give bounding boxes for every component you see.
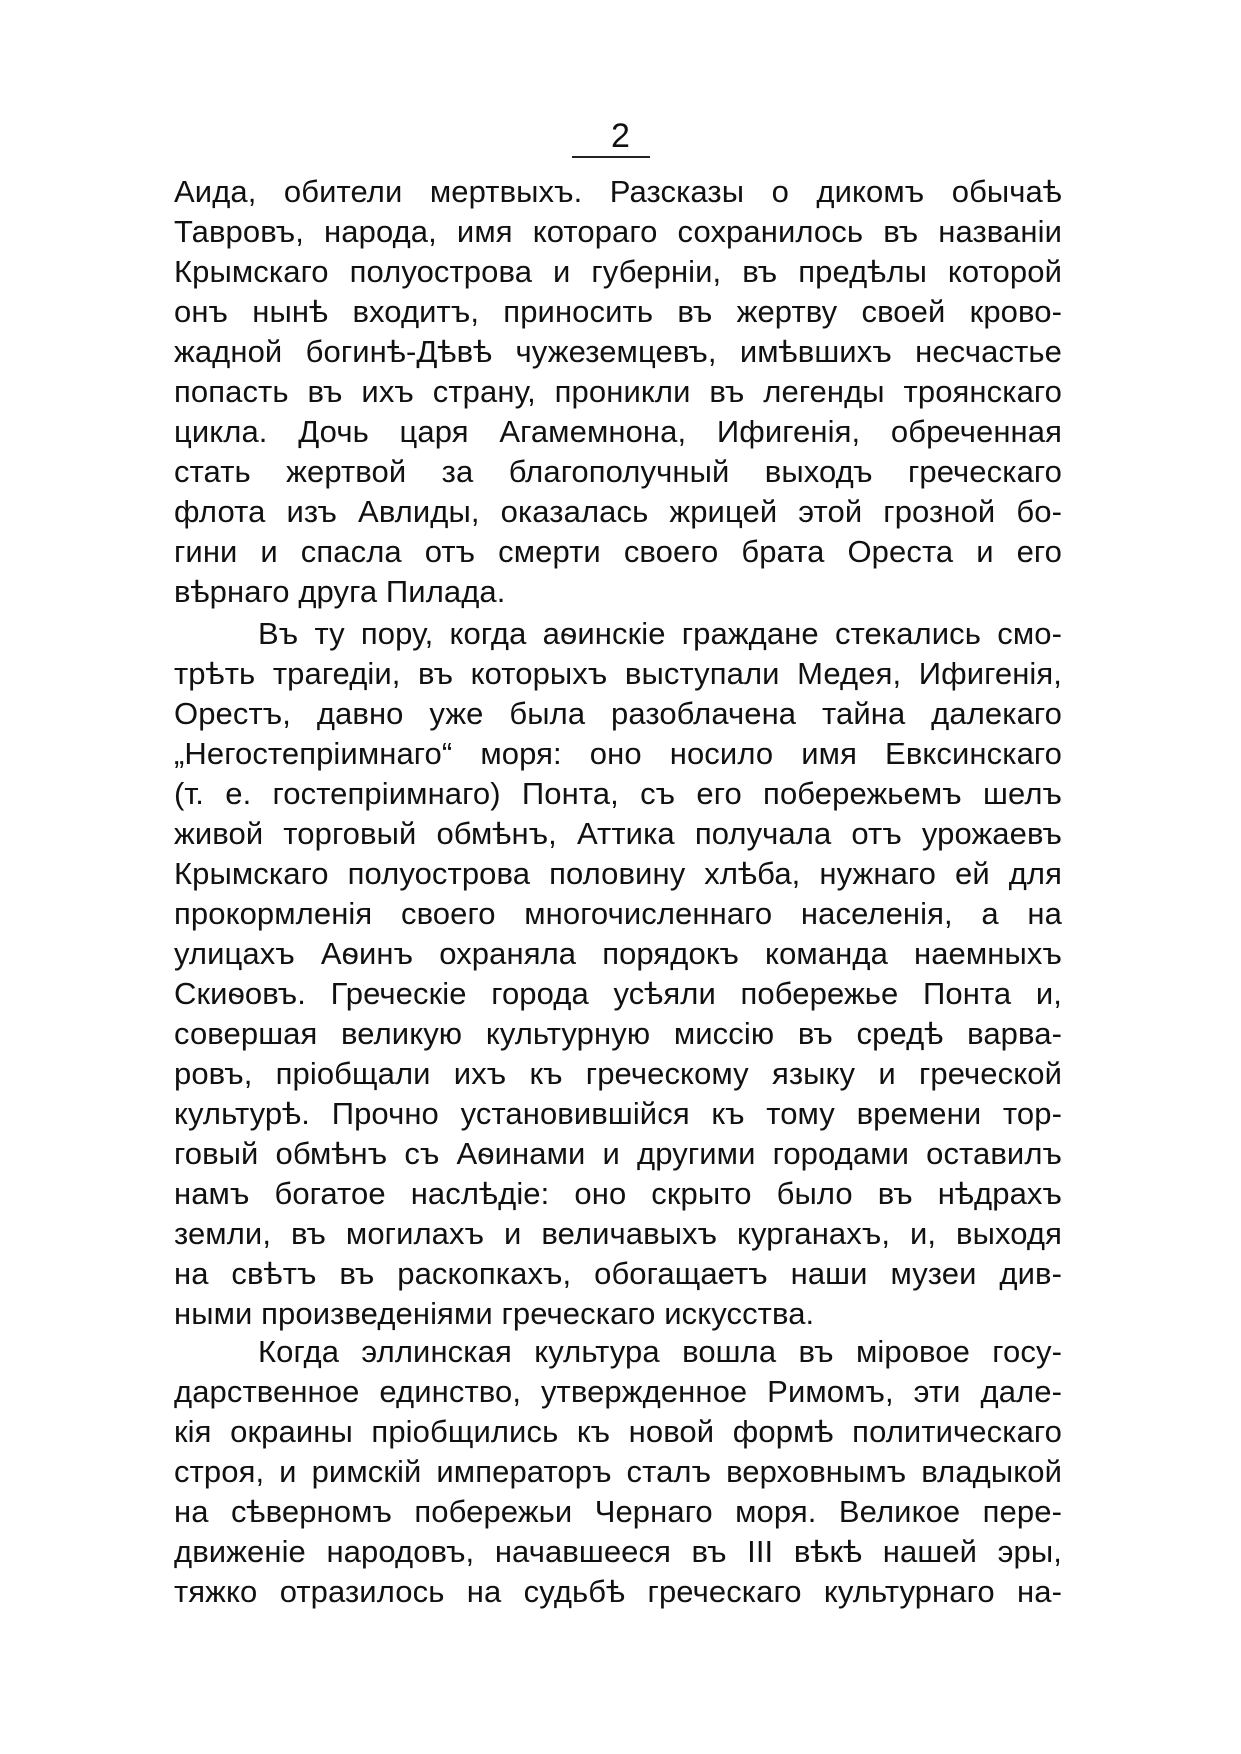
paragraph-1 — [174, 172, 1062, 612]
text-line: живой торговый обмѣнъ, Аттика получала отъ урожаевъ — [174, 816, 1062, 851]
text-line: Тавровъ, народа, имя котораго сохранилось въ названiи — [174, 214, 1062, 249]
text-line: Когда эллинская культура вошла въ мiровое госу- — [258, 1334, 1062, 1369]
text-line: на свѣтъ въ раскопкахъ, обогащаетъ наши музеи див- — [174, 1256, 1062, 1291]
text-line: культурѣ. Прочно установившiйся къ тому времени тор- — [174, 1096, 1062, 1131]
text-line: трѣть трагедiи, въ которыхъ выступали Медея, Ифигенiя, — [174, 656, 1062, 691]
text-line: вѣрнаго друга Пилада. — [174, 574, 506, 609]
text-line: жадной богинѣ-Дѣвѣ чужеземцевъ, имѣвшихъ несчастье — [174, 334, 1062, 369]
text-line: земли, въ могилахъ и величавыхъ курганахъ, и, выходя — [174, 1216, 1062, 1251]
paragraph-3 — [174, 1332, 1062, 1612]
text-line: кiя окраины прiобщились къ новой формѣ политическаго — [174, 1414, 1062, 1449]
text-line: Аида, обители мертвыхъ. Разсказы о дикомъ обычаѣ — [174, 174, 1062, 209]
text-line: совершая великую культурную миссiю въ средѣ варва- — [174, 1016, 1062, 1051]
text-line: флота изъ Авлиды, оказалась жрицей этой грозной бо- — [174, 494, 1062, 529]
text-line: строя, и римскiй императоръ сталъ верховнымъ владыкой — [174, 1454, 1062, 1489]
text-line: Крымскаго полуострова и губернiи, въ предѣлы которой — [174, 254, 1062, 289]
text-line: попасть въ ихъ страну, проникли въ легенды троянскаго — [174, 374, 1062, 409]
text-line: дарственное единство, утвержденное Римомъ, эти дале- — [174, 1374, 1062, 1409]
text-line: на сѣверномъ побережьи Чернаго моря. Великое пере- — [174, 1494, 1062, 1529]
text-line: онъ нынѣ входитъ, приносить въ жертву своей крово- — [174, 294, 1062, 329]
text-line: тяжко отразилось на судьбѣ греческаго культурнаго на- — [174, 1574, 1062, 1609]
text-line: Скиѳовъ. Греческiе города усѣяли побережье Понта и, — [174, 976, 1062, 1011]
text-line: Крымскаго полуострова половину хлѣба, нужнаго ей для — [174, 856, 1062, 891]
text-line: цикла. Дочь царя Агамемнона, Ифигенiя, обреченная — [174, 414, 1062, 449]
page-number-underline — [572, 156, 650, 158]
text-line: стать жертвой за благополучный выходъ греческаго — [174, 454, 1062, 489]
text-line: ровъ, прiобщали ихъ къ греческому языку и греческой — [174, 1056, 1062, 1091]
text-line: „Негостепрiимнаго“ моря: оно носило имя Евксинскаго — [174, 736, 1062, 771]
text-line: Орестъ, давно уже была разоблачена тайна далекаго — [174, 696, 1062, 731]
text-line: движенiе народовъ, начавшееся въ III вѣкѣ нашей эры, — [174, 1534, 1062, 1569]
text-line: ными произведенiями греческаго искусства. — [174, 1296, 815, 1331]
text-line: намъ богатое наслѣдiе: оно скрыто было въ нѣдрахъ — [174, 1176, 1062, 1211]
text-line: Въ ту пору, когда аѳинскiе граждане стекались смо- — [258, 616, 1062, 651]
text-line: (т. е. гостепрiимнаго) Понта, съ его побережьемъ шелъ — [174, 776, 1062, 811]
text-line: говый обмѣнъ съ Аѳинами и другими городами оставилъ — [174, 1136, 1062, 1171]
page-number: 2 — [611, 117, 630, 155]
text-line: улицахъ Аѳинъ охраняла порядокъ команда наемныхъ — [174, 936, 1062, 971]
paragraph-2 — [174, 614, 1062, 1334]
text-line: гини и спасла отъ смерти своего брата Ореста и его — [174, 534, 1062, 569]
text-line: прокормленiя своего многочисленнаго населенiя, а на — [174, 896, 1062, 931]
